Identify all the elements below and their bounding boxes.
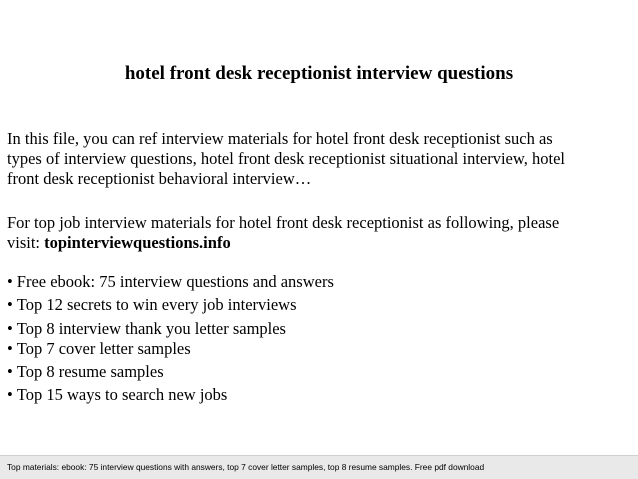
list-item-text: Top 8 interview thank you letter samples <box>16 319 286 338</box>
bullet-icon: • <box>7 295 13 314</box>
list-item <box>7 295 297 315</box>
list-item <box>7 319 286 339</box>
list-item-text: Top 15 ways to search new jobs <box>16 385 228 404</box>
list-item-text: Top 8 resume samples <box>16 362 164 381</box>
list-item-text: Top 7 cover letter samples <box>16 339 191 358</box>
bullet-icon: • <box>7 272 13 291</box>
list-item-text: Free ebook: 75 interview questions and answers <box>16 272 334 291</box>
list-item-text: Top 12 secrets to win every job interviews <box>16 295 297 314</box>
intro-paragraph <box>7 129 633 189</box>
bullet-icon: • <box>7 362 13 381</box>
top-job-line: For top job interview materials for hotel front desk receptionist as following, please <box>7 213 560 232</box>
footer-text: Top materials: ebook: 75 interview questions with answers, top 7 cover letter samples, top 8 resume samples. Free pdf download <box>7 462 485 472</box>
page-title: hotel front desk receptionist interview questions <box>124 63 514 84</box>
list-item <box>7 385 227 405</box>
list-item <box>7 339 191 359</box>
intro-line-3: front desk receptionist behavioral interview… <box>7 169 312 188</box>
site-link[interactable]: topinterviewquestions.info <box>44 233 231 252</box>
intro-line-1: In this file, you can ref interview materials for hotel front desk receptionist such as <box>7 129 553 148</box>
bullet-icon: • <box>7 339 13 358</box>
visit-label: visit: <box>7 233 45 252</box>
list-item <box>7 362 164 382</box>
footer-bar <box>0 455 638 479</box>
intro-line-2: types of interview questions, hotel front desk receptionist situational interview, hotel <box>7 149 565 168</box>
bullet-icon: • <box>7 319 13 338</box>
list-item <box>7 272 334 292</box>
top-job-paragraph <box>7 213 633 253</box>
bullet-icon: • <box>7 385 13 404</box>
